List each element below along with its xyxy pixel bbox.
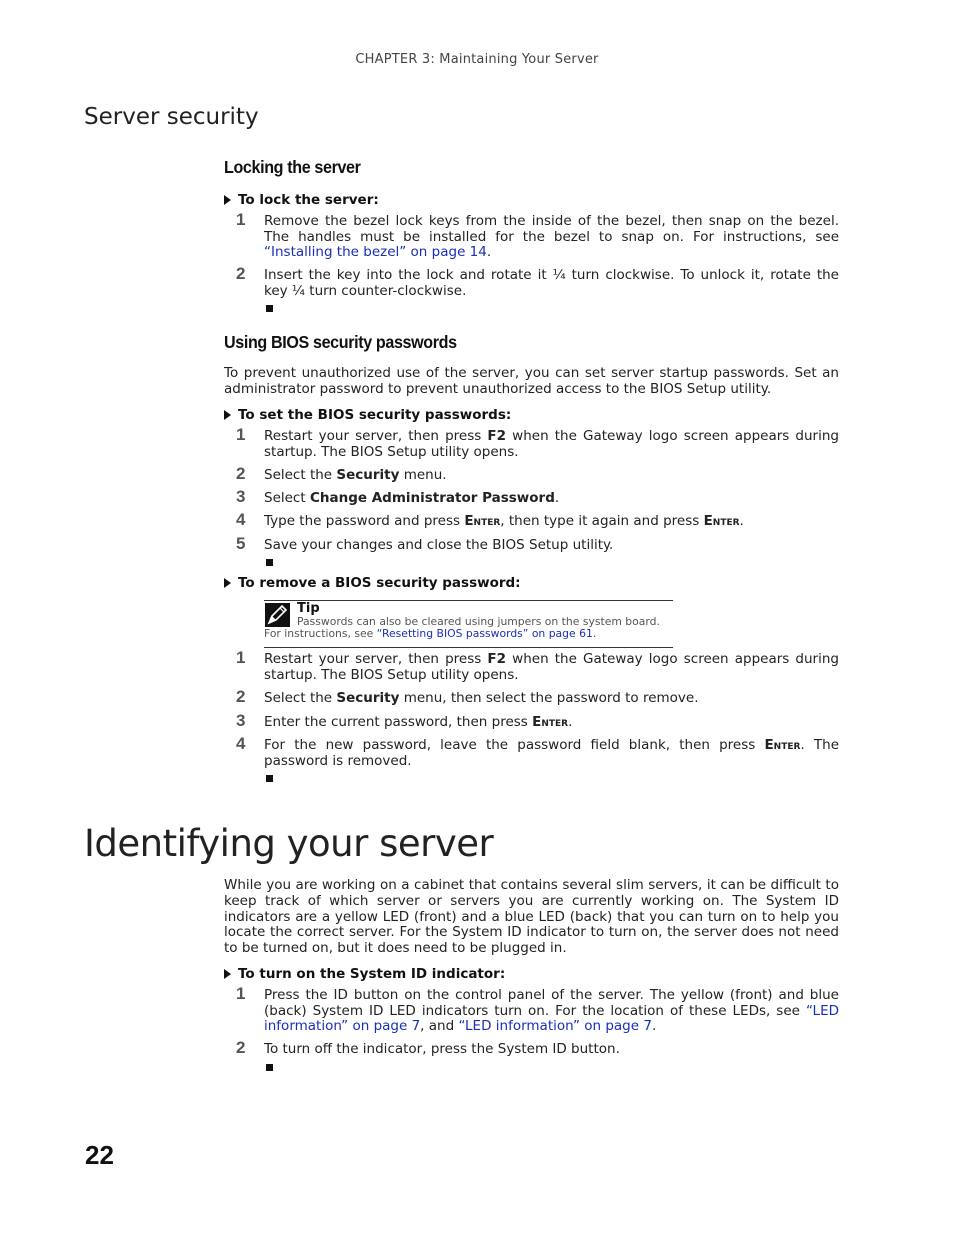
step-number: 2 [236,264,246,283]
end-of-procedure-icon [266,775,273,782]
step-text: Select Change Administrator Password. [264,490,560,506]
step-number: 4 [236,734,246,753]
procedure-remove-bios: To remove a BIOS security password: [224,575,521,591]
step-number: 3 [236,711,246,730]
step-text: For the new password, leave the password field blank, then press Enter. The password is removed. [264,737,839,769]
led-information-link[interactable]: “LED information” on page 7 [264,1002,839,1035]
bios-intro: To prevent unauthorized use of the server, you can set server startup passwords. Set an administrator password to prevent unauthorized access to the BIOS Setup utility. [224,365,839,397]
step-number: 3 [236,487,246,506]
heading-locking: Locking the server [224,157,361,177]
procedure-system-id: To turn on the System ID indicator: [224,966,505,982]
triangle-bullet-icon [224,195,231,205]
identify-intro: While you are working on a cabinet that contains several slim servers, it can be difficult to keep track of which server or servers you are currently working on. The System ID indicators are a yellow LED (front) and a blue LED (back) that you can turn on to help you locate the correct server. For the System ID indicator to turn on, the server does not need to be turned on, but it does need to be plugged in. [224,877,839,957]
step-number: 2 [236,1038,246,1057]
step-text: Enter the current password, then press Enter. [264,714,573,730]
triangle-bullet-icon [224,410,231,420]
running-header: CHAPTER 3: Maintaining Your Server [355,52,599,67]
step-number: 1 [236,984,246,1003]
resetting-bios-link[interactable]: “Resetting BIOS passwords” on page 61 [376,627,593,640]
step-text: Restart your server, then press F2 when the Gateway logo screen appears during startup. The BIOS Setup utility opens. [264,428,839,460]
step-text: Insert the key into the lock and rotate it ¼ turn clockwise. To unlock it, rotate the key ¼ turn counter-clockwise. [264,267,839,299]
step-text: Restart your server, then press F2 when the Gateway logo screen appears during startup. The BIOS Setup utility opens. [264,651,839,683]
step-number: 1 [236,425,246,444]
heading-bios: Using BIOS security passwords [224,332,457,352]
step-number: 5 [236,534,246,553]
tip-text: Passwords can also be cleared using jumpers on the system board. For instructions, see “Resetting BIOS passwords” on page 61. [264,615,660,640]
procedure-lock: To lock the server: [224,192,379,208]
procedure-set-bios: To set the BIOS security passwords: [224,407,511,423]
step-number: 4 [236,510,246,529]
installing-bezel-link[interactable]: “Installing the bezel” on page 14 [264,244,487,261]
step-text: Select the Security menu. [264,467,447,483]
step-text: Remove the bezel lock keys from the inside of the bezel, then snap on the bezel. The handles must be installed for the bezel to snap on. For instructions, see “Installing the bezel” on page 14. [264,213,839,261]
step-text: Save your changes and close the BIOS Setup utility. [264,537,614,553]
end-of-procedure-icon [266,305,273,312]
triangle-bullet-icon [224,578,231,588]
chapter-section-title: Identifying your server [84,822,494,865]
step-text: Press the ID button on the control panel of the server. The yellow (front) and blue (back) System ID LED indicators turn on. For the location of these LEDs, see “LED information” on page 7, and “LED information” on page 7. [264,987,839,1035]
step-text: To turn off the indicator, press the System ID button. [264,1041,620,1057]
page-number: 22 [85,1140,114,1170]
end-of-procedure-icon [266,559,273,566]
triangle-bullet-icon [224,969,231,979]
step-number: 2 [236,464,246,483]
tip-title: Tip [297,601,320,616]
led-information-link[interactable]: “LED information” on page 7 [458,1018,652,1035]
section-title: Server security [84,104,259,130]
step-number: 1 [236,648,246,667]
step-number: 1 [236,210,246,229]
step-text: Select the Security menu, then select the password to remove. [264,690,699,706]
end-of-procedure-icon [266,1064,273,1071]
step-number: 2 [236,687,246,706]
step-text: Type the password and press Enter, then type it again and press Enter. [264,513,744,529]
